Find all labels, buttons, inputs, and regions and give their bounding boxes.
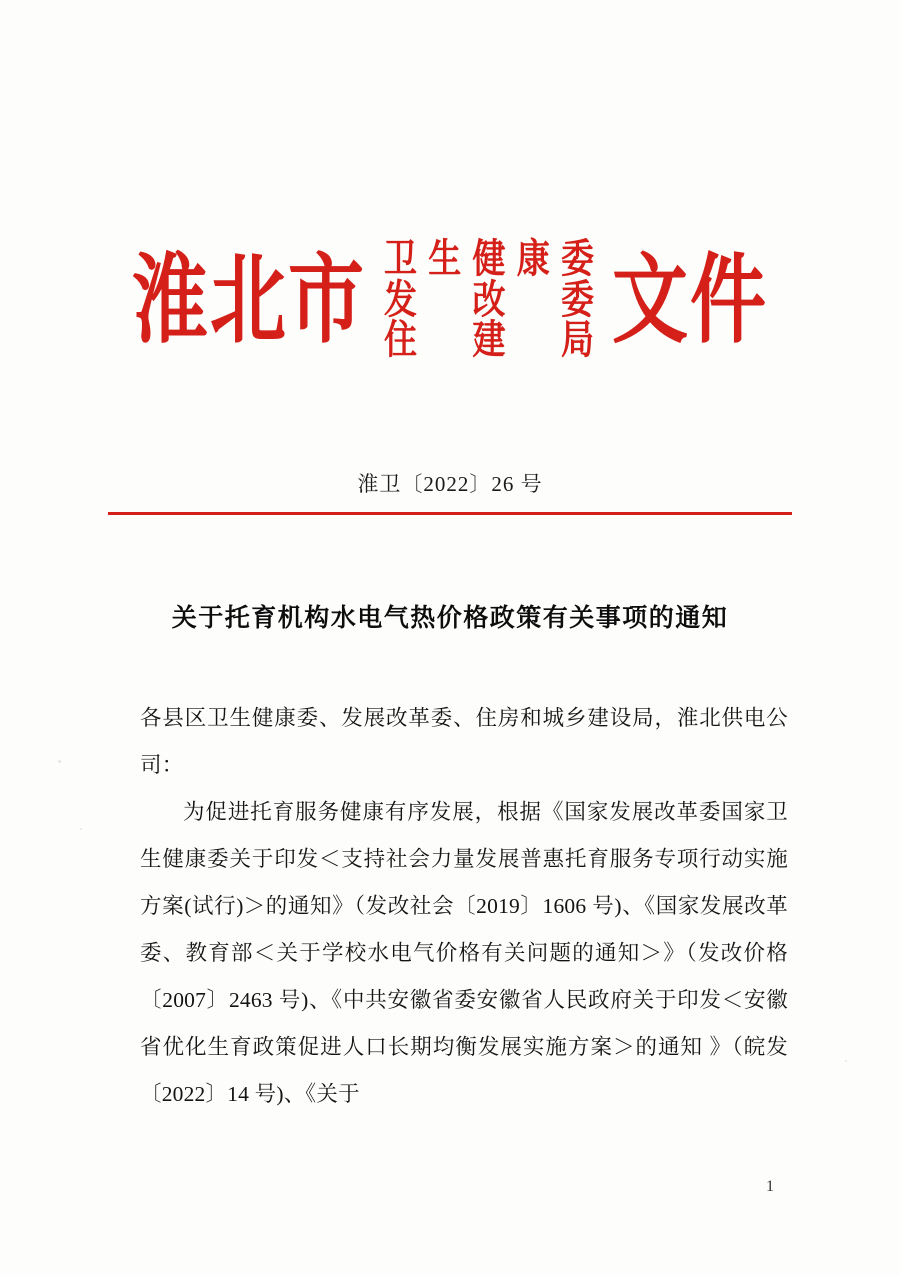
recipient-line: 各县区卫生健康委、发展改革委、住房和城乡建设局，淮北供电公司： — [140, 706, 788, 777]
letterhead-middle-block — [384, 234, 594, 364]
letterhead — [0, 205, 900, 395]
letterhead-line-3-char-1: 住 — [384, 316, 417, 364]
letterhead-line-1-char-5: 委 — [561, 234, 594, 282]
red-separator-rule — [108, 512, 792, 515]
letterhead-line-1 — [384, 234, 594, 282]
letterhead-line-3 — [384, 316, 594, 364]
letterhead-line-2-char-2: 改 — [472, 275, 506, 323]
letterhead-line-3-char-2: 建 — [472, 316, 506, 364]
body-paragraph-1: 为促进托育服务健康有序发展，根据《国家发展改革委国家卫生健康委关于印发＜支持社会力量发展普惠托育服务专项行动实施方案(试行)＞的通知》（发改社会〔2019〕1606 号)、《国家发展改革委、教育部＜关于学校水电气价格有关问题的通知＞》（发改价格〔2007〕2463 号)、《中共安徽省委安徽省人民政府关于印发＜安徽省优化生育政策促进人口长期均衡发展实施方案＞的通知 》（皖发〔2022〕14 号)、《关于 — [140, 800, 788, 1106]
scan-speckle — [845, 1060, 847, 1062]
letterhead-line-2-char-1: 发 — [384, 275, 417, 323]
document-number: 淮卫〔2022〕26 号 — [357, 472, 543, 496]
page-number: 1 — [766, 1178, 774, 1195]
document-body — [140, 695, 788, 1118]
letterhead-right-text: 文件 — [612, 242, 768, 357]
letterhead-line-1-char-4: 康 — [516, 234, 550, 282]
scan-speckle — [58, 760, 61, 763]
letterhead-line-2-char-3: 委 — [561, 275, 594, 323]
letterhead-line-1-char-3: 健 — [472, 234, 506, 282]
letterhead-left-text: 淮北市 — [132, 242, 366, 357]
letterhead-line-3-char-3: 局 — [561, 316, 594, 364]
letterhead-line-1-char-2: 生 — [428, 234, 462, 282]
scan-speckle — [80, 828, 82, 830]
letterhead-line-1-char-1: 卫 — [384, 234, 417, 282]
document-title: 关于托育机构水电气热价格政策有关事项的通知 — [171, 603, 729, 632]
letterhead-line-2 — [384, 275, 594, 323]
